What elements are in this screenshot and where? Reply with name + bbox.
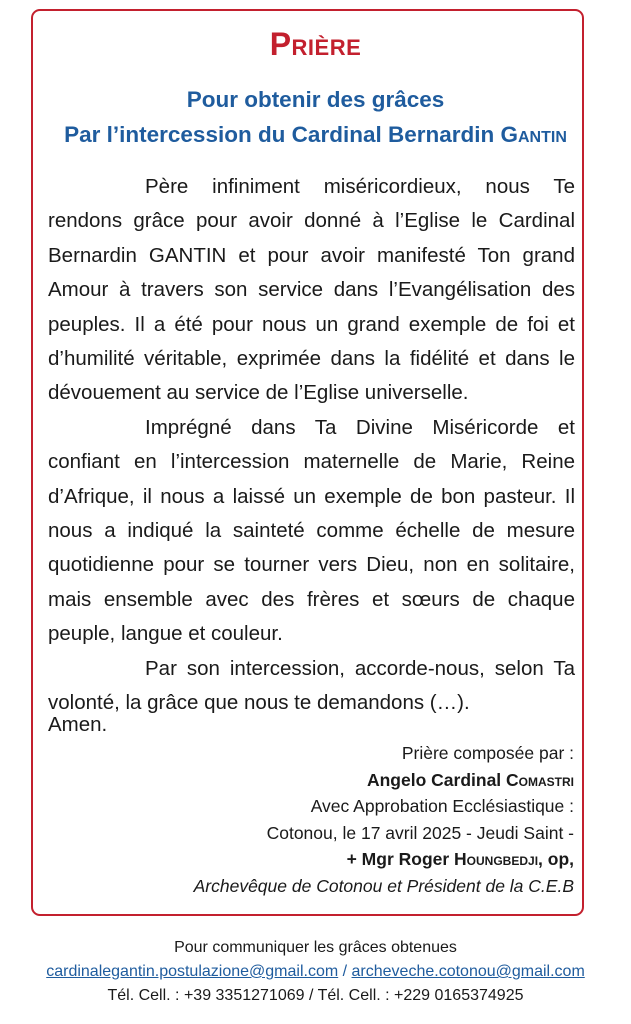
footer (0, 936, 631, 1008)
page-title: Prière (269, 26, 362, 62)
prayer-paragraph-2: Imprégné dans Ta Divine Miséricorde et confiant en l’intercession maternelle de Marie, Reine d’Afrique, il nous a laissé un exemple de bon pasteur. Il nous a indiqué la sainteté comme échelle de mesure quotidienne pour se tourner vers Dieu, non en solitaire, mais ensemble avec des frères et sœurs de chaque peuple, langue et couleur. (48, 415, 575, 646)
footer-heading: Pour communiquer les grâces obtenues (174, 939, 457, 956)
phone-separator: / (304, 987, 318, 1004)
signature-block (194, 740, 574, 899)
subtitle-line-2 (0, 124, 631, 147)
phone-italy: Tél. Cell. : +39 3351271069 (107, 987, 305, 1004)
subtitle-surname: Gantin (500, 122, 567, 147)
author-name: Angelo Cardinal (366, 769, 507, 790)
bishop-surname: Houngbedji (454, 849, 539, 869)
bishop-line (194, 846, 574, 873)
author-line (194, 767, 574, 794)
date-line: Cotonou, le 17 avril 2025 - Jeudi Saint - (266, 822, 574, 843)
bishop-title: Archevêque de Cotonou et Président de la C.E.B (193, 875, 574, 896)
prayer-paragraph-3: Par son intercession, accorde-nous, selon Ta volonté, la grâce que nous te demandons (…). (48, 656, 575, 715)
email-separator: / (338, 963, 352, 980)
prayer-body (48, 170, 575, 721)
amen-text: Amen. (48, 713, 108, 736)
phone-benin: Tél. Cell. : +229 0165374925 (317, 987, 524, 1004)
prayer-paragraph-1: Père infiniment miséricordieux, nous Te rendons grâce pour avoir donné à l’Eglise le Cardinal Bernardin GANTIN et pour avoir manifesté Ton grand Amour à travers son service dans l’Evangélisation des peuples. Il a été pour nous un grand exemple de foi et d’humilité véritable, exprimée dans la fidélité et dans le dévouement au service de l’Eglise universelle. (48, 175, 575, 405)
approval-line: Avec Approbation Ecclésiastique : (310, 796, 574, 816)
composed-by: Prière composée par : (401, 743, 574, 763)
footer-emails (0, 960, 631, 984)
bishop-suffix: , op, (538, 849, 574, 869)
email-link-postulazione[interactable]: cardinalegantin.postulazione@gmail.com (46, 963, 339, 980)
bishop-prefix: + Mgr Roger (346, 849, 455, 869)
email-link-archeveche[interactable]: archeveche.cotonou@gmail.com (351, 963, 585, 980)
subtitle-prefix: Par l’intercession du Cardinal Bernardin (64, 122, 501, 147)
author-surname: Comastri (506, 769, 574, 790)
subtitle-line-1: Pour obtenir des grâces (186, 87, 445, 112)
footer-phones (0, 984, 631, 1008)
